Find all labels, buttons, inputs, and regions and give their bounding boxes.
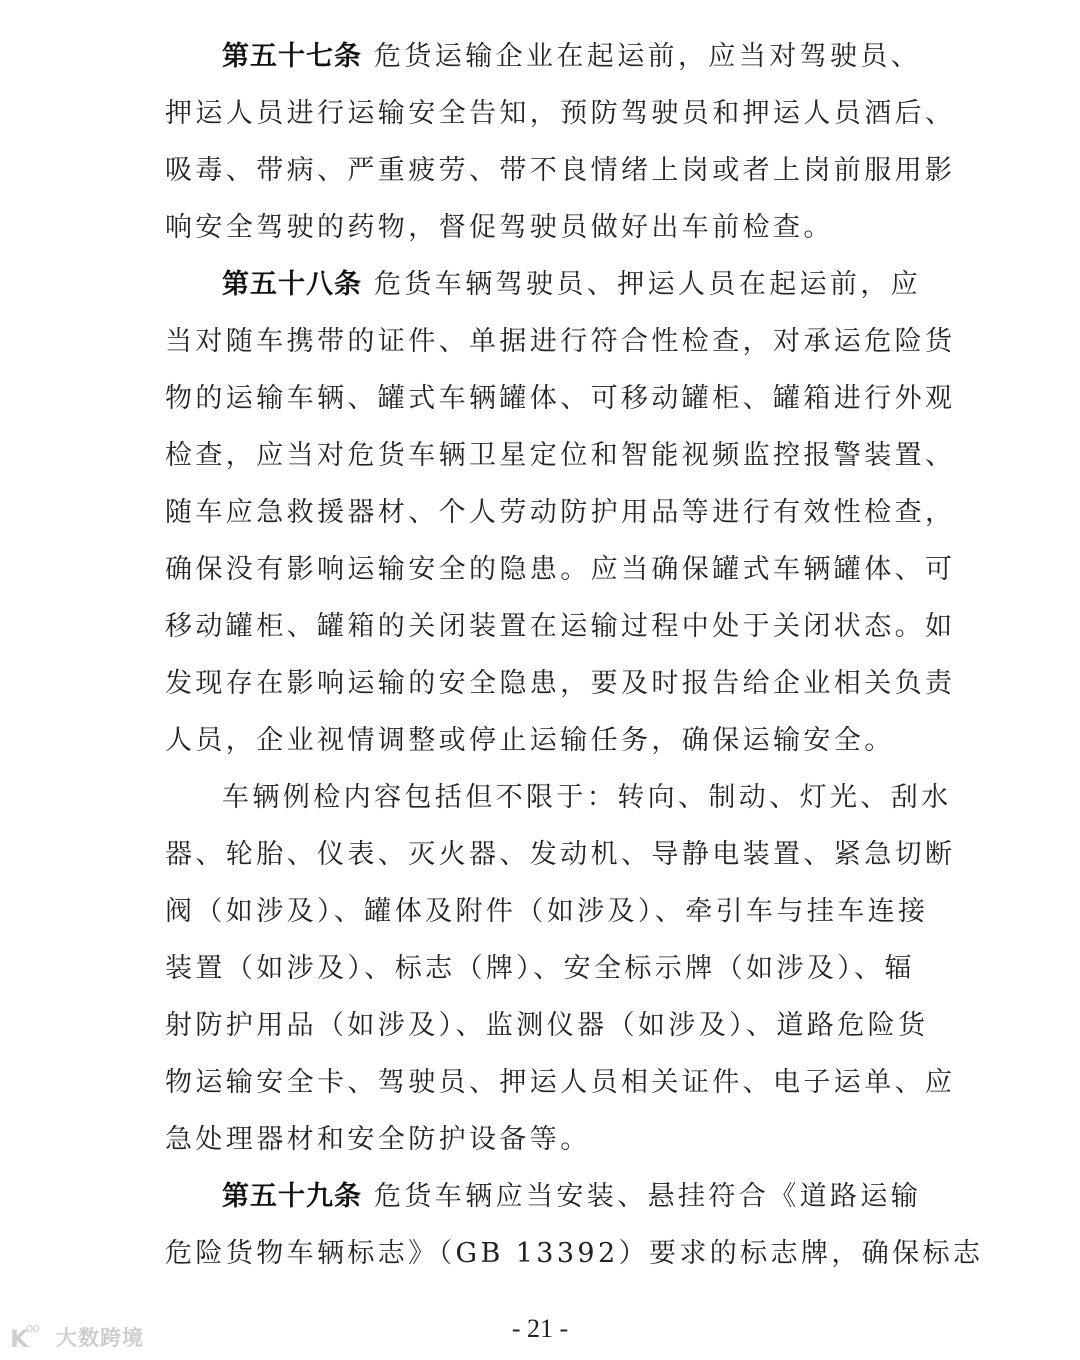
paragraph-line: 急处理器材和安全防护设备等。 bbox=[165, 1124, 591, 1155]
paragraph-line: 人员，企业视情调整或停止运输任务，确保运输安全。 bbox=[165, 725, 895, 756]
paragraph-line: 移动罐柜、罐箱的关闭装置在运输过程中处于关闭状态。如 bbox=[165, 611, 956, 642]
watermark-text: 大数跨境 bbox=[56, 1326, 144, 1350]
paragraph-line bbox=[165, 28, 925, 85]
paragraph-line: 发现存在影响运输的安全隐患，要及时报告给企业相关负责 bbox=[165, 668, 956, 699]
paragraph-line: 车辆例检内容包括但不限于：转向、制动、灯光、刮水 bbox=[222, 782, 952, 813]
paragraph-line: 随车应急救援器材、个人劳动防护用品等进行有效性检查， bbox=[165, 497, 956, 528]
document-body bbox=[165, 28, 984, 1282]
article-heading: 第五十八条 bbox=[222, 269, 362, 300]
paragraph-line: 器、轮胎、仪表、灭火器、发动机、导静电装置、紧急切断 bbox=[165, 839, 956, 870]
paragraph-line: 检查，应当对危货车辆卫星定位和智能视频监控报警装置、 bbox=[165, 440, 956, 471]
logo-sup: oo bbox=[26, 1321, 39, 1335]
paragraph-line bbox=[165, 256, 925, 313]
paragraph-line: 确保没有影响运输安全的隐患。应当确保罐式车辆罐体、可 bbox=[165, 554, 956, 585]
paragraph-line: 阀（如涉及）、罐体及附件（如涉及）、牵引车与挂车连接 bbox=[165, 896, 929, 927]
paragraph-line: 射防护用品（如涉及）、监测仪器（如涉及）、道路危险货 bbox=[165, 1010, 929, 1041]
paragraph-line: 响安全驾驶的药物，督促驾驶员做好出车前检查。 bbox=[165, 212, 834, 243]
article-heading: 第五十九条 bbox=[222, 1181, 362, 1212]
paragraph-line: 押运人员进行运输安全告知，预防驾驶员和押运人员酒后、 bbox=[165, 98, 956, 129]
paragraph-line: 当对随车携带的证件、单据进行符合性检查，对承运危险货 bbox=[165, 326, 956, 357]
line-text: 危货车辆应当安装、悬挂符合《道路运输 bbox=[374, 1181, 922, 1212]
paragraph-line: 装置（如涉及）、标志（牌）、安全标示牌（如涉及）、辐 bbox=[165, 953, 915, 984]
line-text: 危货运输企业在起运前，应当对驾驶员、 bbox=[374, 41, 922, 72]
paragraph-line bbox=[165, 1168, 925, 1225]
article-heading: 第五十七条 bbox=[222, 41, 362, 72]
paragraph-line: 危险货物车辆标志》（GB 13392）要求的标志牌，确保标志 bbox=[165, 1238, 984, 1269]
page-number: - 21 - bbox=[511, 1314, 569, 1343]
paragraph-line: 物的运输车辆、罐式车辆罐体、可移动罐柜、罐箱进行外观 bbox=[165, 383, 956, 414]
logo-glyph: K bbox=[10, 1325, 29, 1353]
paragraph-line: 吸毒、带病、严重疲劳、带不良情绪上岗或者上岗前服用影 bbox=[165, 155, 956, 186]
paragraph-line: 物运输安全卡、驾驶员、押运人员相关证件、电子运单、应 bbox=[165, 1067, 956, 1098]
line-text: 危货车辆驾驶员、押运人员在起运前，应 bbox=[374, 269, 922, 300]
